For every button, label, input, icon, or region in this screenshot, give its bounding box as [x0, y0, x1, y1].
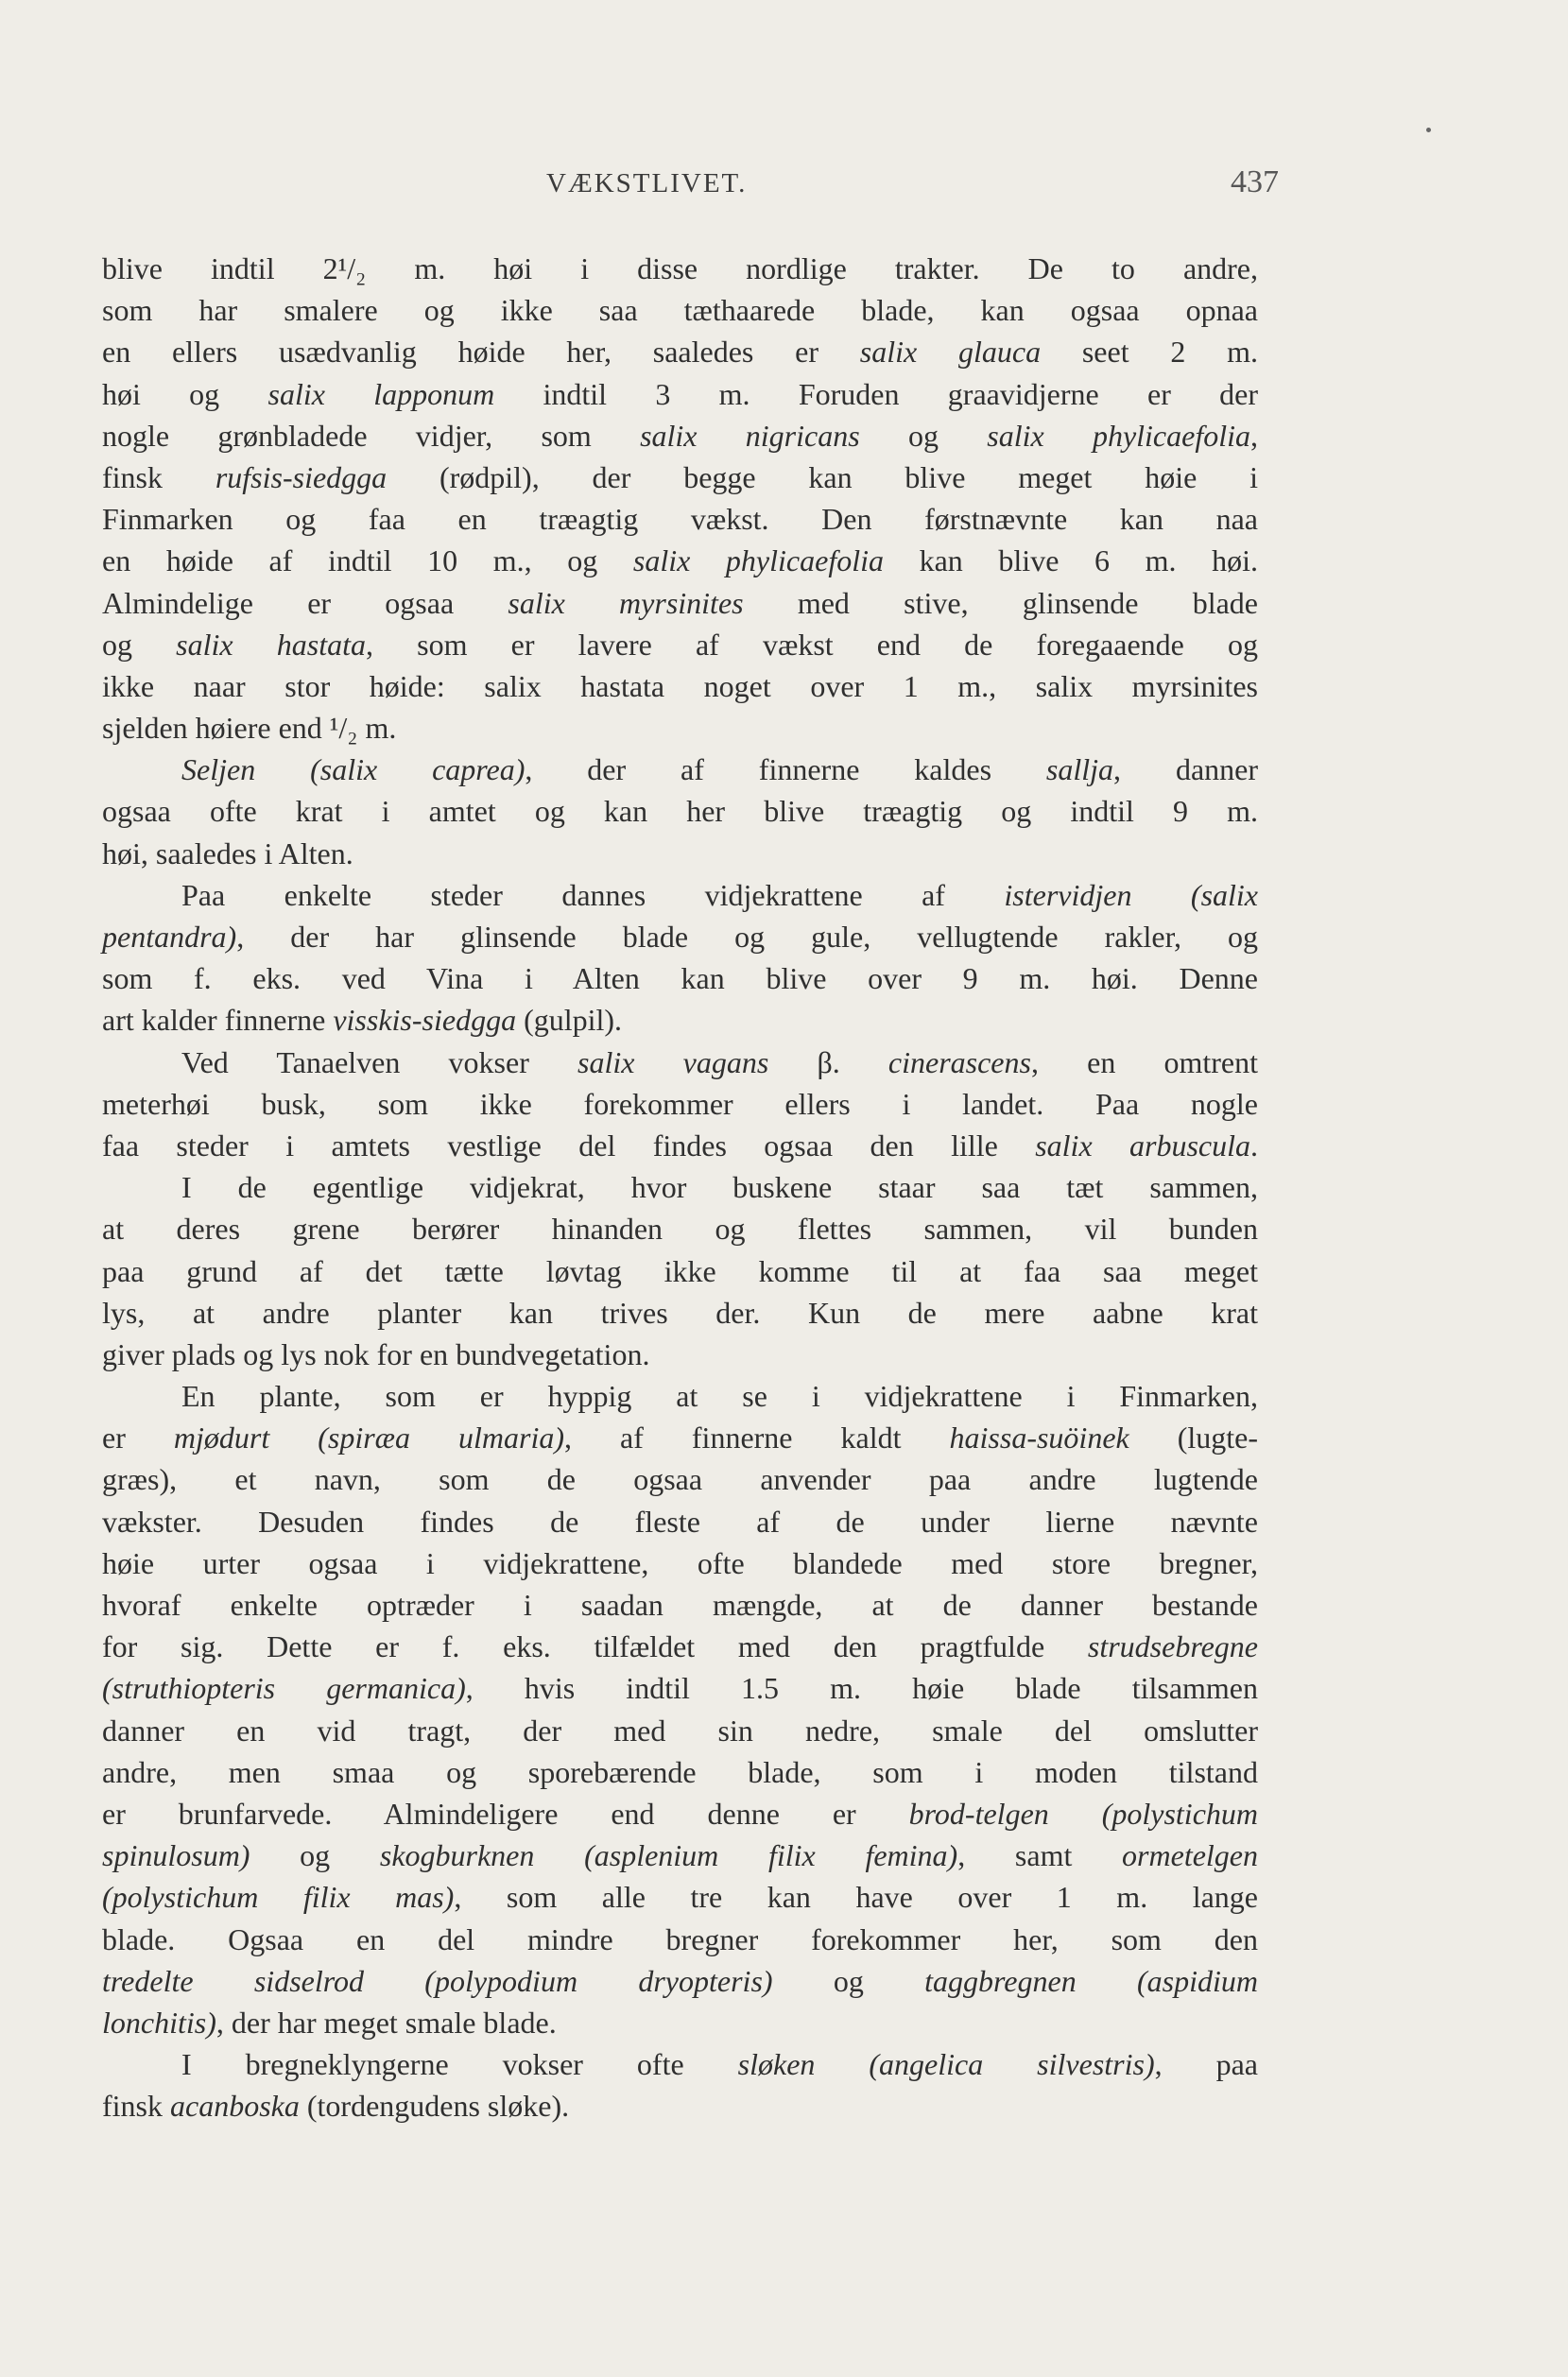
- text-line: lys, at andre planter kan trives der. Kun de mere aabne krat: [102, 1295, 1258, 1330]
- text-line: Finmarken og faa en træagtig vækst. Den førstnævnte kan naa: [102, 502, 1258, 537]
- text-line: og salix hastata, som er lavere af vækst end de foregaaende og: [102, 627, 1259, 662]
- running-title: VÆKSTLIVET.: [546, 168, 748, 198]
- text-line: nogle grønbladede vidjer, som salix nigricans og salix phylicaefolia,: [102, 418, 1259, 453]
- text-line: I bregneklyngerne vokser ofte sløken (angelica silvestris), paa: [181, 2047, 1259, 2082]
- text-line: Paa enkelte steder dannes vidjekrattene af istervidjen (salix: [181, 877, 1259, 912]
- text-line: vækster. Desuden findes de fleste af de under lierne nævnte: [102, 1504, 1258, 1539]
- text-line: ogsaa ofte krat i amtet og kan her blive træagtig og indtil 9 m.: [102, 794, 1258, 829]
- text-line: lonchitis), der har meget smale blade.: [102, 2005, 557, 2040]
- body-text: [102, 248, 1258, 2127]
- text-line: I de egentlige vidjekrat, hvor buskene staar saa tæt sammen,: [181, 1170, 1258, 1205]
- text-line: hvoraf enkelte optræder i saadan mængde, at de danner bestande: [102, 1588, 1258, 1622]
- running-head: [0, 164, 1568, 214]
- text-line: danner en vid tragt, der med sin nedre, smale del omslutter: [102, 1713, 1258, 1748]
- text-line: for sig. Dette er f. eks. tilfældet med den pragtfulde strudsebregne: [102, 1629, 1258, 1664]
- text-line: blade. Ogsaa en del mindre bregner forekommer her, som den: [102, 1921, 1258, 1956]
- text-line: giver plads og lys nok for en bundvegetation.: [102, 1336, 650, 1371]
- text-line: høie urter ogsaa i vidjekrattene, ofte blandede med store bregner,: [102, 1545, 1258, 1580]
- text-line: græs), et navn, som de ogsaa anvender paa andre lugtende: [102, 1462, 1258, 1497]
- text-line: Ved Tanaelven vokser salix vagans β. cinerascens, en omtrent: [181, 1044, 1259, 1079]
- text-line: finsk rufsis-siedgga (rødpil), der begge kan blive meget høie i: [102, 459, 1259, 494]
- text-line: art kalder finnerne visskis-siedgga (gulpil).: [102, 1003, 623, 1038]
- paper-speck: [1426, 128, 1431, 132]
- page-number: 437: [1231, 164, 1279, 199]
- text-line: Seljen (salix caprea), der af finnerne kaldes sallja, danner: [181, 752, 1258, 787]
- text-line: høi og salix lapponum indtil 3 m. Foruden graavidjerne er der: [102, 376, 1259, 411]
- text-line: som f. eks. ved Vina i Alten kan blive over 9 m. høi. Denne: [102, 961, 1258, 996]
- text-line: En plante, som er hyppig at se i vidjekrattene i Finmarken,: [181, 1379, 1258, 1414]
- text-line: meterhøi busk, som ikke forekommer ellers i landet. Paa nogle: [102, 1086, 1258, 1121]
- text-line: at deres grene berører hinanden og flettes sammen, vil bunden: [102, 1212, 1258, 1247]
- text-line: er mjødurt (spiræa ulmaria), af finnerne kaldt haissa-suöinek (lugte-: [102, 1421, 1259, 1455]
- text-line: blive indtil 2¹/₂ m. høi i disse nordlige trakter. De to andre,: [102, 251, 1258, 285]
- text-line: (struthiopteris germanica), hvis indtil 1.5 m. høie blade tilsammen: [102, 1671, 1259, 1706]
- text-line: spinulosum) og skogburknen (asplenium filix femina), samt ormetelgen: [102, 1838, 1258, 1873]
- text-line: sjelden høiere end ¹/₂ m.: [102, 711, 397, 746]
- text-line: en ellers usædvanlig høide her, saaledes er salix glauca seet 2 m.: [102, 335, 1259, 370]
- text-line: finsk acanboska (tordengudens sløke).: [102, 2089, 570, 2124]
- text-line: høi, saaledes i Alten.: [102, 835, 353, 870]
- text-line: pentandra), der har glinsende blade og gule, vellugtende rakler, og: [102, 920, 1258, 954]
- text-line: er brunfarvede. Almindeligere end denne er brod-telgen (polystichum: [102, 1796, 1259, 1831]
- text-line: paa grund af det tætte løvtag ikke komme til at faa saa meget: [102, 1253, 1258, 1288]
- text-line: ikke naar stor høide: salix hastata noget over 1 m., salix myrsinites: [102, 668, 1258, 703]
- text-line: Almindelige er ogsaa salix myrsinites med stive, glinsende blade: [102, 585, 1259, 620]
- text-line: en høide af indtil 10 m., og salix phylicaefolia kan blive 6 m. høi.: [102, 543, 1258, 578]
- text-line: (polystichum filix mas), som alle tre kan have over 1 m. lange: [102, 1880, 1259, 1915]
- text-line: tredelte sidselrod (polypodium dryopteris) og taggbregnen (aspidium: [102, 1963, 1258, 1998]
- text-line: faa steder i amtets vestlige del findes ogsaa den lille salix arbuscula.: [102, 1128, 1259, 1163]
- text-line: andre, men smaa og sporebærende blade, som i moden tilstand: [102, 1754, 1258, 1789]
- text-line: som har smalere og ikke saa tæthaarede blade, kan ogsaa opnaa: [102, 293, 1258, 328]
